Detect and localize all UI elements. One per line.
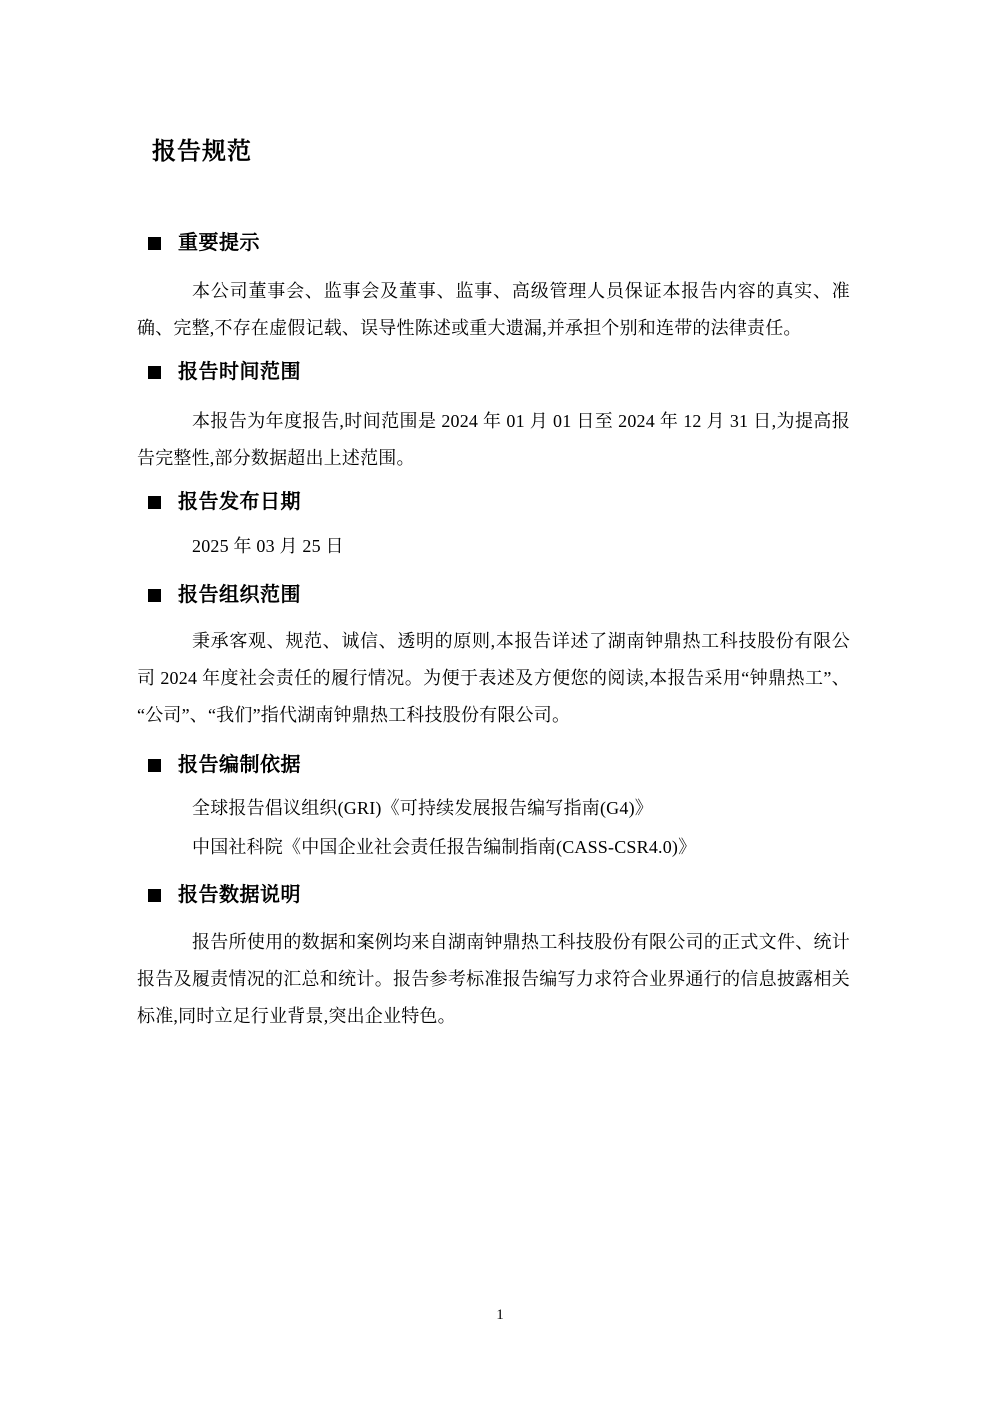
page-number: 1: [496, 1307, 504, 1323]
section-heading-label: 报告时间范围: [178, 361, 301, 383]
bullet-square-icon: [148, 366, 161, 379]
section-heading-org-scope: [148, 582, 850, 608]
section-heading-label: 报告组织范围: [178, 584, 301, 606]
bullet-square-icon: [148, 889, 161, 902]
body-paragraph: 本报告为年度报告,时间范围是 2024 年 01 月 01 日至 2024 年 12 月 31 日,为提高报告完整性,部分数据超出上述范围。: [137, 411, 850, 468]
page-title: 报告规范: [152, 139, 252, 165]
body-paragraph: 报告所使用的数据和案例均来自湖南钟鼎热工科技股份有限公司的正式文件、统计报告及履责情况的汇总和统计。报告参考标准报告编写力求符合业界通行的信息披露相关标准,同时立足行业背景,突出企业特色。: [137, 932, 850, 1026]
section-heading-release-date: [148, 489, 850, 515]
body-paragraph: 中国社科院《中国企业社会责任报告编制指南(CASS-CSR4.0)》: [192, 837, 697, 857]
bullet-square-icon: [148, 496, 161, 509]
body-paragraph: 全球报告倡议组织(GRI)《可持续发展报告编写指南(G4)》: [192, 798, 653, 818]
release-date-text: 2025 年 03 月 25 日: [192, 536, 344, 556]
section-heading-label: 报告数据说明: [178, 884, 301, 906]
bullet-square-icon: [148, 589, 161, 602]
section-heading-label: 报告发布日期: [178, 491, 301, 513]
body-paragraph: 秉承客观、规范、诚信、透明的原则,本报告详述了湖南钟鼎热工科技股份有限公司 2024 年度社会责任的履行情况。为便于表述及方便您的阅读,本报告采用“钟鼎热工”、“公司”、“我们”指代湖南钟鼎热工科技股份有限公司。: [137, 631, 850, 725]
body-paragraph: 本公司董事会、监事会及董事、监事、高级管理人员保证本报告内容的真实、准确、完整,不存在虚假记载、误导性陈述或重大遗漏,并承担个别和连带的法律责任。: [137, 281, 850, 338]
section-heading-label: 报告编制依据: [178, 754, 301, 776]
section-heading-compilation-basis: [148, 752, 850, 778]
section-heading-time-scope: [148, 359, 850, 385]
section-heading-data-notes: [148, 882, 850, 908]
section-heading-important-notice: [148, 230, 850, 256]
bullet-square-icon: [148, 237, 161, 250]
document-content: [137, 0, 850, 1035]
section-heading-label: 重要提示: [178, 232, 260, 254]
bullet-square-icon: [148, 759, 161, 772]
